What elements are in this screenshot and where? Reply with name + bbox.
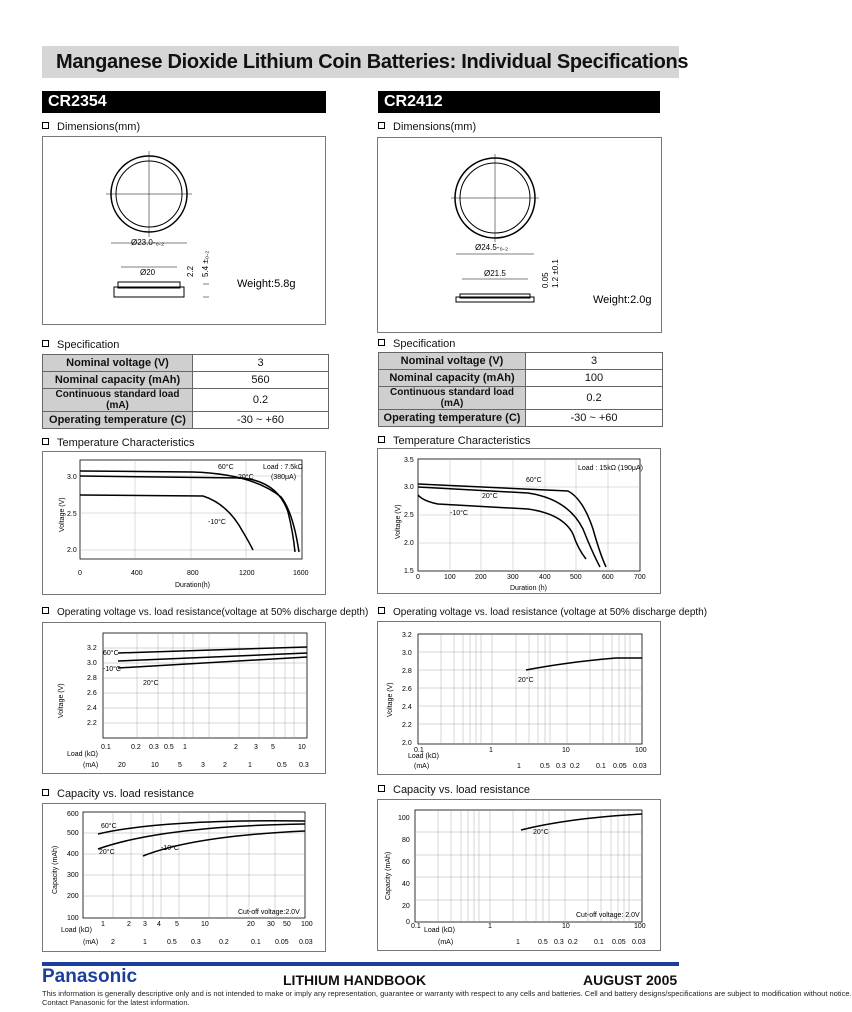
oper-heading: Operating voltage vs. load resistance (voltage at 50% discharge depth) — [378, 607, 707, 618]
cap-heading: Capacity vs. load resistance — [42, 788, 194, 800]
page-title: Manganese Dioxide Lithium Coin Batteries: Individual Specifications — [56, 51, 689, 73]
dimensions-drawing — [42, 136, 326, 325]
svg-text:20: 20 — [118, 762, 126, 769]
svg-text:300: 300 — [507, 574, 519, 581]
svg-text:100: 100 — [635, 747, 647, 754]
dimensions-heading: Dimensions(mm) — [378, 121, 476, 133]
svg-text:Voltage (V): Voltage (V) — [58, 683, 65, 718]
svg-text:1: 1 — [248, 762, 252, 769]
dim-h2: 5.4 ±₀.₂ — [201, 250, 210, 277]
svg-text:2.5: 2.5 — [404, 512, 414, 519]
svg-text:-10°C: -10°C — [208, 519, 226, 526]
svg-text:10: 10 — [151, 762, 159, 769]
svg-text:0.1: 0.1 — [101, 744, 111, 751]
svg-text:500: 500 — [570, 574, 582, 581]
weight: Weight:5.8g — [237, 278, 296, 290]
footer-divider — [42, 962, 679, 966]
spec-value: 3 — [526, 353, 663, 370]
svg-text:100: 100 — [301, 921, 313, 928]
spec-heading: Specification — [378, 338, 455, 350]
spec-label: Operating temperature (C) — [43, 412, 193, 429]
spec-value: -30 ~ +60 — [526, 410, 663, 427]
spec-value: 100 — [526, 370, 663, 387]
svg-text:1: 1 — [488, 923, 492, 930]
svg-text:1: 1 — [143, 939, 147, 946]
svg-text:3: 3 — [143, 921, 147, 928]
svg-text:80: 80 — [402, 837, 410, 844]
spec-value: -30 ~ +60 — [193, 412, 329, 429]
spec-label: Nominal capacity (mAh) — [43, 372, 193, 389]
svg-text:2.8: 2.8 — [87, 675, 97, 682]
svg-text:(mA): (mA) — [83, 939, 99, 946]
svg-text:400: 400 — [131, 570, 143, 577]
svg-text:2.0: 2.0 — [402, 740, 412, 747]
svg-text:Voltage (V): Voltage (V) — [59, 497, 66, 532]
dim-inner: Ø21.5 — [484, 269, 506, 278]
spec-table — [42, 354, 329, 429]
svg-text:400: 400 — [539, 574, 551, 581]
temp-chart — [377, 448, 661, 594]
svg-text:60°C: 60°C — [218, 464, 234, 471]
spec-label: Continuous standard load (mA) — [43, 389, 193, 412]
svg-text:0.03: 0.03 — [632, 939, 646, 946]
svg-text:0.3: 0.3 — [554, 939, 564, 946]
svg-text:0.2: 0.2 — [131, 744, 141, 751]
oper-chart — [377, 621, 661, 775]
svg-text:700: 700 — [634, 574, 646, 581]
handbook-title: LITHIUM HANDBOOK — [283, 972, 427, 988]
dim-inner: Ø20 — [140, 268, 156, 277]
temp-heading: Temperature Characteristics — [42, 437, 195, 449]
svg-text:3: 3 — [254, 744, 258, 751]
spec-table — [378, 352, 663, 427]
svg-text:3.0: 3.0 — [67, 474, 77, 481]
svg-text:0.1: 0.1 — [414, 747, 424, 754]
svg-text:10: 10 — [562, 747, 570, 754]
svg-text:Load (kΩ): Load (kΩ) — [424, 927, 455, 934]
cap-chart — [42, 803, 326, 952]
dim-h2: 1.2 ±0.1 — [551, 259, 560, 288]
svg-text:60°C: 60°C — [101, 823, 117, 830]
model-name: CR2354 — [48, 93, 107, 110]
svg-text:Load : 15kΩ (190μA): Load : 15kΩ (190μA) — [578, 465, 643, 472]
svg-text:20°C: 20°C — [143, 680, 159, 687]
svg-text:1: 1 — [489, 747, 493, 754]
svg-text:0.2: 0.2 — [568, 939, 578, 946]
table-row — [43, 389, 329, 412]
svg-text:300: 300 — [67, 872, 79, 879]
svg-text:0.1: 0.1 — [411, 923, 421, 930]
model-name: CR2412 — [384, 93, 443, 110]
dimensions-drawing — [377, 137, 662, 333]
publication-date: AUGUST 2005 — [583, 972, 678, 988]
oper-heading: Operating voltage vs. load resistance(voltage at 50% discharge depth) — [42, 607, 368, 618]
svg-text:2.8: 2.8 — [402, 668, 412, 675]
svg-text:2.4: 2.4 — [87, 705, 97, 712]
svg-text:2: 2 — [111, 939, 115, 946]
svg-text:(mA): (mA) — [438, 939, 454, 946]
svg-text:0.05: 0.05 — [275, 939, 289, 946]
svg-text:20°C: 20°C — [238, 474, 254, 481]
disclaimer-line-2: Contact Panasonic for the latest information. — [42, 998, 190, 1007]
svg-text:10: 10 — [298, 744, 306, 751]
disclaimer-line-1: This information is generally descriptive only and is not intended to make or imply any representation, guarantee or warranty with respect to any cells and batteries. Cell and battery designs/specifications are subject to modification without notice. — [42, 989, 852, 998]
svg-text:1200: 1200 — [239, 570, 255, 577]
table-row — [43, 355, 329, 372]
dim-h1: 2.2 — [186, 265, 195, 277]
svg-text:0.5: 0.5 — [164, 744, 174, 751]
svg-text:1: 1 — [183, 744, 187, 751]
svg-text:3.2: 3.2 — [402, 632, 412, 639]
svg-text:0.03: 0.03 — [299, 939, 313, 946]
svg-text:2: 2 — [234, 744, 238, 751]
svg-text:1600: 1600 — [293, 570, 309, 577]
svg-text:0.5: 0.5 — [540, 763, 550, 770]
spec-value: 3 — [193, 355, 329, 372]
svg-text:20: 20 — [247, 921, 255, 928]
svg-text:5: 5 — [178, 762, 182, 769]
svg-text:0.1: 0.1 — [594, 939, 604, 946]
spec-value: 560 — [193, 372, 329, 389]
svg-text:100: 100 — [444, 574, 456, 581]
svg-text:0.3: 0.3 — [149, 744, 159, 751]
svg-text:0.5: 0.5 — [167, 939, 177, 946]
svg-text:Load : 7.5kΩ: Load : 7.5kΩ — [263, 464, 303, 471]
svg-text:0.5: 0.5 — [277, 762, 287, 769]
svg-text:2.0: 2.0 — [67, 547, 77, 554]
svg-text:2.6: 2.6 — [402, 686, 412, 693]
svg-text:4: 4 — [157, 921, 161, 928]
weight: Weight:2.0g — [593, 294, 652, 306]
svg-text:Capacity (mAh): Capacity (mAh) — [52, 845, 59, 894]
svg-text:20°C: 20°C — [99, 849, 115, 856]
svg-text:0: 0 — [78, 570, 82, 577]
spec-label: Nominal voltage (V) — [43, 355, 193, 372]
temp-chart — [42, 451, 326, 595]
svg-text:2: 2 — [223, 762, 227, 769]
svg-text:0.2: 0.2 — [219, 939, 229, 946]
svg-text:0.1: 0.1 — [251, 939, 261, 946]
svg-text:30: 30 — [267, 921, 275, 928]
svg-text:5: 5 — [271, 744, 275, 751]
svg-text:0: 0 — [406, 919, 410, 926]
svg-text:Duration(h): Duration(h) — [175, 582, 211, 589]
svg-text:60°C: 60°C — [103, 650, 119, 657]
svg-text:5: 5 — [175, 921, 179, 928]
table-row — [379, 353, 663, 370]
svg-text:600: 600 — [602, 574, 614, 581]
svg-text:0: 0 — [416, 574, 420, 581]
table-row — [43, 412, 329, 429]
svg-text:1: 1 — [516, 939, 520, 946]
svg-text:-10°C: -10°C — [103, 666, 121, 673]
svg-text:Duration (h): Duration (h) — [510, 585, 547, 592]
svg-text:0.3: 0.3 — [299, 762, 309, 769]
dim-h1: 0.05 — [541, 272, 550, 288]
svg-text:2.0: 2.0 — [404, 540, 414, 547]
svg-text:Voltage (V): Voltage (V) — [395, 504, 402, 539]
svg-text:0.5: 0.5 — [538, 939, 548, 946]
page-title-bar — [42, 46, 689, 78]
model-header-cr2354 — [42, 91, 326, 113]
svg-text:0.1: 0.1 — [596, 763, 606, 770]
panasonic-logo: Panasonic — [42, 966, 138, 987]
svg-text:3: 3 — [201, 762, 205, 769]
svg-text:2.5: 2.5 — [67, 511, 77, 518]
table-row — [379, 370, 663, 387]
svg-text:50: 50 — [283, 921, 291, 928]
svg-text:40: 40 — [402, 881, 410, 888]
svg-text:400: 400 — [67, 851, 79, 858]
svg-text:100: 100 — [634, 923, 646, 930]
spec-label: Operating temperature (C) — [379, 410, 526, 427]
svg-text:2: 2 — [127, 921, 131, 928]
svg-text:800: 800 — [187, 570, 199, 577]
table-row — [43, 372, 329, 389]
svg-text:-10°C: -10°C — [161, 845, 179, 852]
svg-text:20°C: 20°C — [518, 677, 534, 684]
svg-text:20°C: 20°C — [533, 829, 549, 836]
svg-text:200: 200 — [67, 893, 79, 900]
dim-diameter: Ø24.5-₀.₂ — [475, 243, 509, 252]
svg-text:10: 10 — [562, 923, 570, 930]
svg-text:Cut-off voltage:2.0V: Cut-off voltage:2.0V — [238, 909, 300, 916]
svg-text:1.5: 1.5 — [404, 568, 414, 575]
spec-label: Nominal voltage (V) — [379, 353, 526, 370]
table-row — [379, 387, 663, 410]
svg-text:100: 100 — [67, 915, 79, 922]
svg-text:0.05: 0.05 — [613, 763, 627, 770]
cap-heading: Capacity vs. load resistance — [378, 784, 530, 796]
spec-label: Nominal capacity (mAh) — [379, 370, 526, 387]
svg-text:3.2: 3.2 — [87, 645, 97, 652]
svg-text:600: 600 — [67, 811, 79, 818]
svg-text:10: 10 — [201, 921, 209, 928]
spec-value: 0.2 — [193, 389, 329, 412]
svg-text:500: 500 — [67, 830, 79, 837]
svg-text:Voltage (V): Voltage (V) — [387, 682, 394, 717]
temp-heading: Temperature Characteristics — [378, 435, 531, 447]
svg-text:-10°C: -10°C — [450, 510, 468, 517]
table-row — [379, 410, 663, 427]
svg-text:1: 1 — [101, 921, 105, 928]
svg-text:0.3: 0.3 — [556, 763, 566, 770]
svg-text:2.6: 2.6 — [87, 690, 97, 697]
spec-value: 0.2 — [526, 387, 663, 410]
spec-heading: Specification — [42, 339, 119, 351]
svg-text:2.2: 2.2 — [402, 722, 412, 729]
svg-text:Capacity (mAh): Capacity (mAh) — [385, 851, 392, 900]
svg-text:3.5: 3.5 — [404, 457, 414, 464]
svg-text:Cut-off voltage: 2.0V: Cut-off voltage: 2.0V — [576, 912, 640, 919]
svg-text:3.0: 3.0 — [404, 484, 414, 491]
svg-text:Load (kΩ): Load (kΩ) — [408, 753, 439, 760]
spec-label: Continuous standard load (mA) — [379, 387, 526, 410]
svg-text:(380μA): (380μA) — [271, 474, 297, 481]
svg-text:3.0: 3.0 — [402, 650, 412, 657]
dim-diameter: Ø23.0-₀.₂ — [131, 238, 165, 247]
oper-chart — [42, 622, 326, 774]
svg-text:0.3: 0.3 — [191, 939, 201, 946]
svg-text:60: 60 — [402, 859, 410, 866]
svg-text:20°C: 20°C — [482, 493, 498, 500]
cap-chart — [377, 799, 661, 951]
svg-text:0.2: 0.2 — [570, 763, 580, 770]
svg-text:Load (kΩ): Load (kΩ) — [61, 927, 92, 934]
svg-text:60°C: 60°C — [526, 477, 542, 484]
svg-text:2.4: 2.4 — [402, 704, 412, 711]
svg-text:200: 200 — [475, 574, 487, 581]
svg-text:Load (kΩ): Load (kΩ) — [67, 751, 98, 758]
svg-text:(mA): (mA) — [414, 763, 430, 770]
dimensions-heading: Dimensions(mm) — [42, 121, 140, 133]
svg-text:3.0: 3.0 — [87, 660, 97, 667]
svg-text:(mA): (mA) — [83, 762, 99, 769]
model-header-cr2412 — [378, 91, 660, 113]
svg-text:2.2: 2.2 — [87, 720, 97, 727]
svg-text:100: 100 — [398, 815, 410, 822]
svg-text:20: 20 — [402, 903, 410, 910]
svg-text:0.03: 0.03 — [633, 763, 647, 770]
svg-text:1: 1 — [517, 763, 521, 770]
svg-text:0.05: 0.05 — [612, 939, 626, 946]
